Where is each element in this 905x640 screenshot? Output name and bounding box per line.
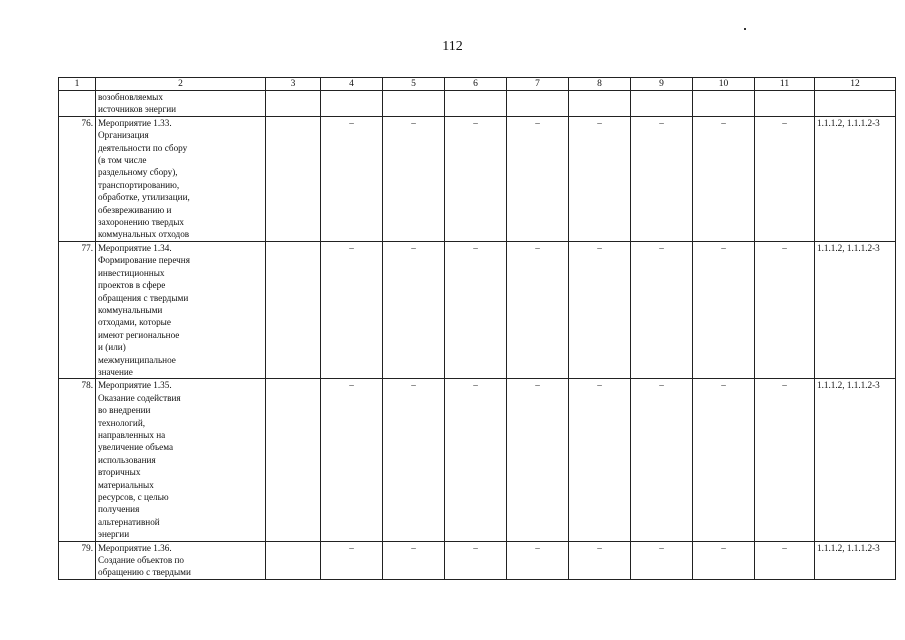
dash-cell: – xyxy=(693,541,755,579)
table-cell xyxy=(815,91,896,117)
table-row-continuation xyxy=(59,91,896,117)
dash-cell: – xyxy=(631,541,693,579)
dash-cell: – xyxy=(693,116,755,241)
table-cell xyxy=(266,241,321,378)
table-row xyxy=(59,241,896,378)
table-cell xyxy=(266,116,321,241)
table-row xyxy=(59,541,896,579)
dash-cell: – xyxy=(755,116,815,241)
column-header: 8 xyxy=(569,78,631,91)
dash-cell: – xyxy=(569,241,631,378)
row-description: Мероприятие 1.34. Формирование перечня инвестиционных проектов в сфере обращения с твердыми коммунальными отходами, которые имеют региональное и (или) межмуниципальное значение xyxy=(96,241,266,378)
dash-cell: – xyxy=(631,379,693,541)
column-header: 5 xyxy=(383,78,445,91)
table-cell xyxy=(507,91,569,117)
dash-cell: – xyxy=(631,241,693,378)
dash-cell: – xyxy=(383,379,445,541)
dash-cell: – xyxy=(445,241,507,378)
column-header: 7 xyxy=(507,78,569,91)
table-cell xyxy=(445,91,507,117)
row-description: Мероприятие 1.33. Организация деятельности по сбору (в том числе раздельному сбору), транспортированию, обработке, утилизации, обезвреживанию и захоронению твердых коммунальных отходов xyxy=(96,116,266,241)
indicator-codes: 1.1.1.2, 1.1.1.2-3 xyxy=(815,241,896,378)
indicator-codes: 1.1.1.2, 1.1.1.2-3 xyxy=(815,379,896,541)
column-header: 3 xyxy=(266,78,321,91)
column-header: 1 xyxy=(59,78,96,91)
column-header: 2 xyxy=(96,78,266,91)
column-header: 11 xyxy=(755,78,815,91)
column-header: 4 xyxy=(321,78,383,91)
column-header: 6 xyxy=(445,78,507,91)
dash-cell: – xyxy=(569,541,631,579)
row-number: 78. xyxy=(59,379,96,541)
table-row xyxy=(59,116,896,241)
dash-cell: – xyxy=(755,241,815,378)
table-cell xyxy=(321,91,383,117)
dash-cell: – xyxy=(631,116,693,241)
table-cell xyxy=(693,91,755,117)
dash-cell: – xyxy=(693,379,755,541)
dash-cell: – xyxy=(445,116,507,241)
table-row xyxy=(59,379,896,541)
dash-cell: – xyxy=(383,541,445,579)
dash-cell: – xyxy=(507,541,569,579)
dash-cell: – xyxy=(507,241,569,378)
scan-speck xyxy=(744,28,746,30)
dash-cell: – xyxy=(693,241,755,378)
table-cell xyxy=(755,91,815,117)
dash-cell: – xyxy=(321,379,383,541)
row-number: 76. xyxy=(59,116,96,241)
column-header: 12 xyxy=(815,78,896,91)
table-cell xyxy=(569,91,631,117)
dash-cell: – xyxy=(321,116,383,241)
row-number: 79. xyxy=(59,541,96,579)
table-cell xyxy=(266,541,321,579)
column-header: 9 xyxy=(631,78,693,91)
row-number: 77. xyxy=(59,241,96,378)
column-header: 10 xyxy=(693,78,755,91)
row-description: возобновляемых источников энергии xyxy=(96,91,266,117)
dash-cell: – xyxy=(755,379,815,541)
table-cell xyxy=(266,379,321,541)
dash-cell: – xyxy=(445,541,507,579)
page-number: 112 xyxy=(442,39,463,54)
dash-cell: – xyxy=(445,379,507,541)
dash-cell: – xyxy=(569,116,631,241)
dash-cell: – xyxy=(507,379,569,541)
dash-cell: – xyxy=(383,116,445,241)
indicator-codes: 1.1.1.2, 1.1.1.2-3 xyxy=(815,116,896,241)
dash-cell: – xyxy=(507,116,569,241)
measures-table xyxy=(58,77,896,580)
row-number xyxy=(59,91,96,117)
dash-cell: – xyxy=(383,241,445,378)
header-row xyxy=(59,78,896,91)
dash-cell: – xyxy=(755,541,815,579)
row-description: Мероприятие 1.35. Оказание содействия во внедрении технологий, направленных на увеличение объема использования вторичных материальных ресурсов, с целью получения альтернативной энергии xyxy=(96,379,266,541)
dash-cell: – xyxy=(321,241,383,378)
dash-cell: – xyxy=(321,541,383,579)
row-description: Мероприятие 1.36. Создание объектов по обращению с твердыми xyxy=(96,541,266,579)
dash-cell: – xyxy=(569,379,631,541)
table-cell xyxy=(631,91,693,117)
table-cell xyxy=(383,91,445,117)
indicator-codes: 1.1.1.2, 1.1.1.2-3 xyxy=(815,541,896,579)
table-cell xyxy=(266,91,321,117)
